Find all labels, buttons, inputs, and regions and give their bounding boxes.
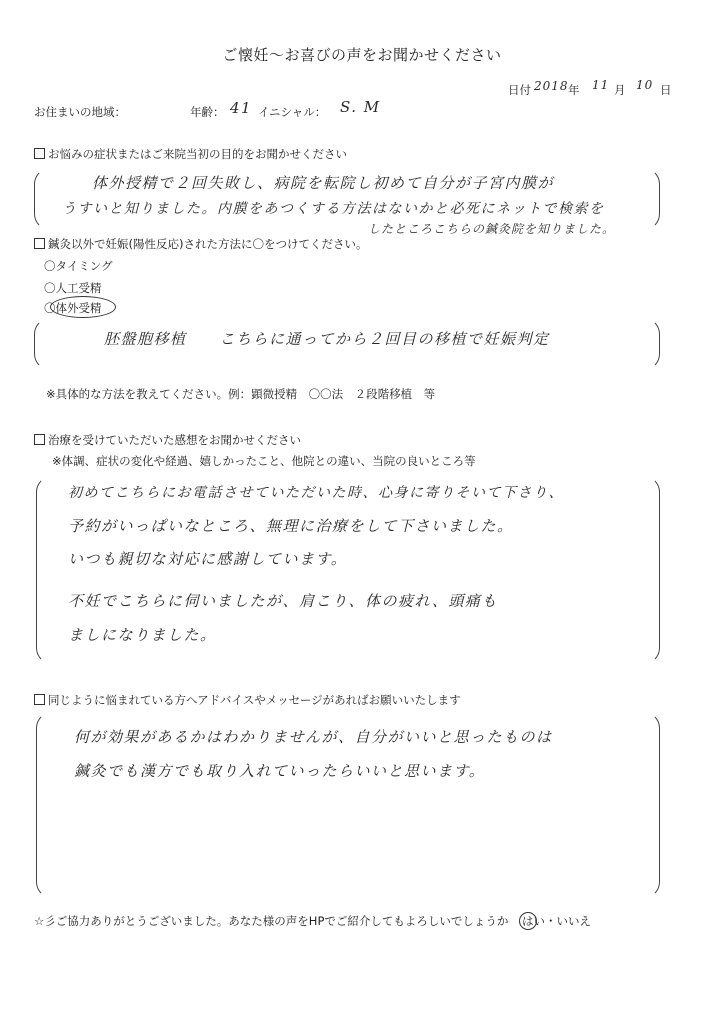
age-value: 41 <box>230 99 253 117</box>
initial-label: イニシャル： <box>258 105 327 119</box>
date-year: 2018 <box>534 79 569 93</box>
q2-option-ivf: 〇体外受精 <box>44 301 102 315</box>
checkbox-icon <box>34 238 45 249</box>
q1-answer-line: うすいと知りました。内膜をあつくする方法はないかと必死にネットで検索を <box>62 201 605 217</box>
q3-answer-line: ましになりました。 <box>68 626 217 644</box>
checkbox-icon <box>34 148 45 159</box>
date-month: 11 <box>592 78 610 92</box>
q1-answer-line: 体外授精で２回失敗し、病院を転院し初めて自分が子宮内膜が <box>92 174 555 192</box>
area-label: お住まいの地域： <box>34 105 126 119</box>
selected-circle-mark <box>50 296 116 318</box>
q2-heading: 鍼灸以外で妊娠(陽性反応)された方法に〇をつけてください。 <box>34 236 367 252</box>
q4-answer-line: 何が効果があるかはわかりませんが、自分がいいと思ったものは <box>74 728 553 746</box>
q1-heading: お悩みの症状またはご来院当初の目的をお聞かせください <box>34 146 347 162</box>
checkbox-icon <box>34 434 45 445</box>
age-label: 年齢： <box>190 105 225 119</box>
q3-answer-line: 不妊でこちらに伺いましたが、肩こり、体の疲れ、頭痛も <box>68 592 498 610</box>
q2-option-timing: 〇タイミング <box>44 259 113 273</box>
q3-subheading: ※体調、症状の変化や経過、嬉しかったこと、他院との違い、当院の良いところ等 <box>52 454 476 468</box>
q3-heading: 治療を受けていただいた感想をお聞かせください <box>34 432 301 448</box>
selected-circle-mark <box>519 912 537 930</box>
date-day-unit: 日 <box>660 83 672 97</box>
q2-note: ※具体的な方法を教えてください。例：顕微授精 〇〇法 ２段階移植 等 <box>46 387 436 401</box>
q4-heading: 同じように悩まれている方へアドバイスやメッセージがあればお願いいたします <box>34 692 461 708</box>
footer-question: ☆彡ご協力ありがとうございました。あなた様の声をHPでご紹介してもよろしいでしょうか はい ・いいえ <box>34 914 592 928</box>
date-year-unit: 年 <box>568 83 580 97</box>
q3-answer-line: 予約がいっぱいなところ、無理に治療をして下さいました。 <box>68 517 514 535</box>
date-month-unit: 月 <box>614 83 626 97</box>
yes-option: はい <box>522 914 545 928</box>
q4-answer-line: 鍼灸でも漢方でも取り入れていったらいいと思います。 <box>74 762 486 780</box>
no-option: いいえ <box>556 914 592 928</box>
q2-answer-line: 胚盤胞移植 こちらに通ってから２回目の移植で妊娠判定 <box>104 330 550 348</box>
date-label: 日付 <box>508 83 531 97</box>
initial-value: S. M <box>340 98 381 116</box>
q1-answer-line: したところこちらの鍼灸院を知りました。 <box>368 222 616 236</box>
q3-answer-line: 初めてこちらにお電話させていただいた時、心身に寄りそいて下さり、 <box>68 485 564 501</box>
q2-option-artificial: 〇人工受精 <box>44 281 102 295</box>
checkbox-icon <box>34 694 45 705</box>
q3-answer-line: いつも親切な対応に感謝しています。 <box>68 550 348 568</box>
date-day: 10 <box>636 78 654 92</box>
page-title: ご懐妊～お喜びの声をお聞かせください <box>222 46 502 64</box>
